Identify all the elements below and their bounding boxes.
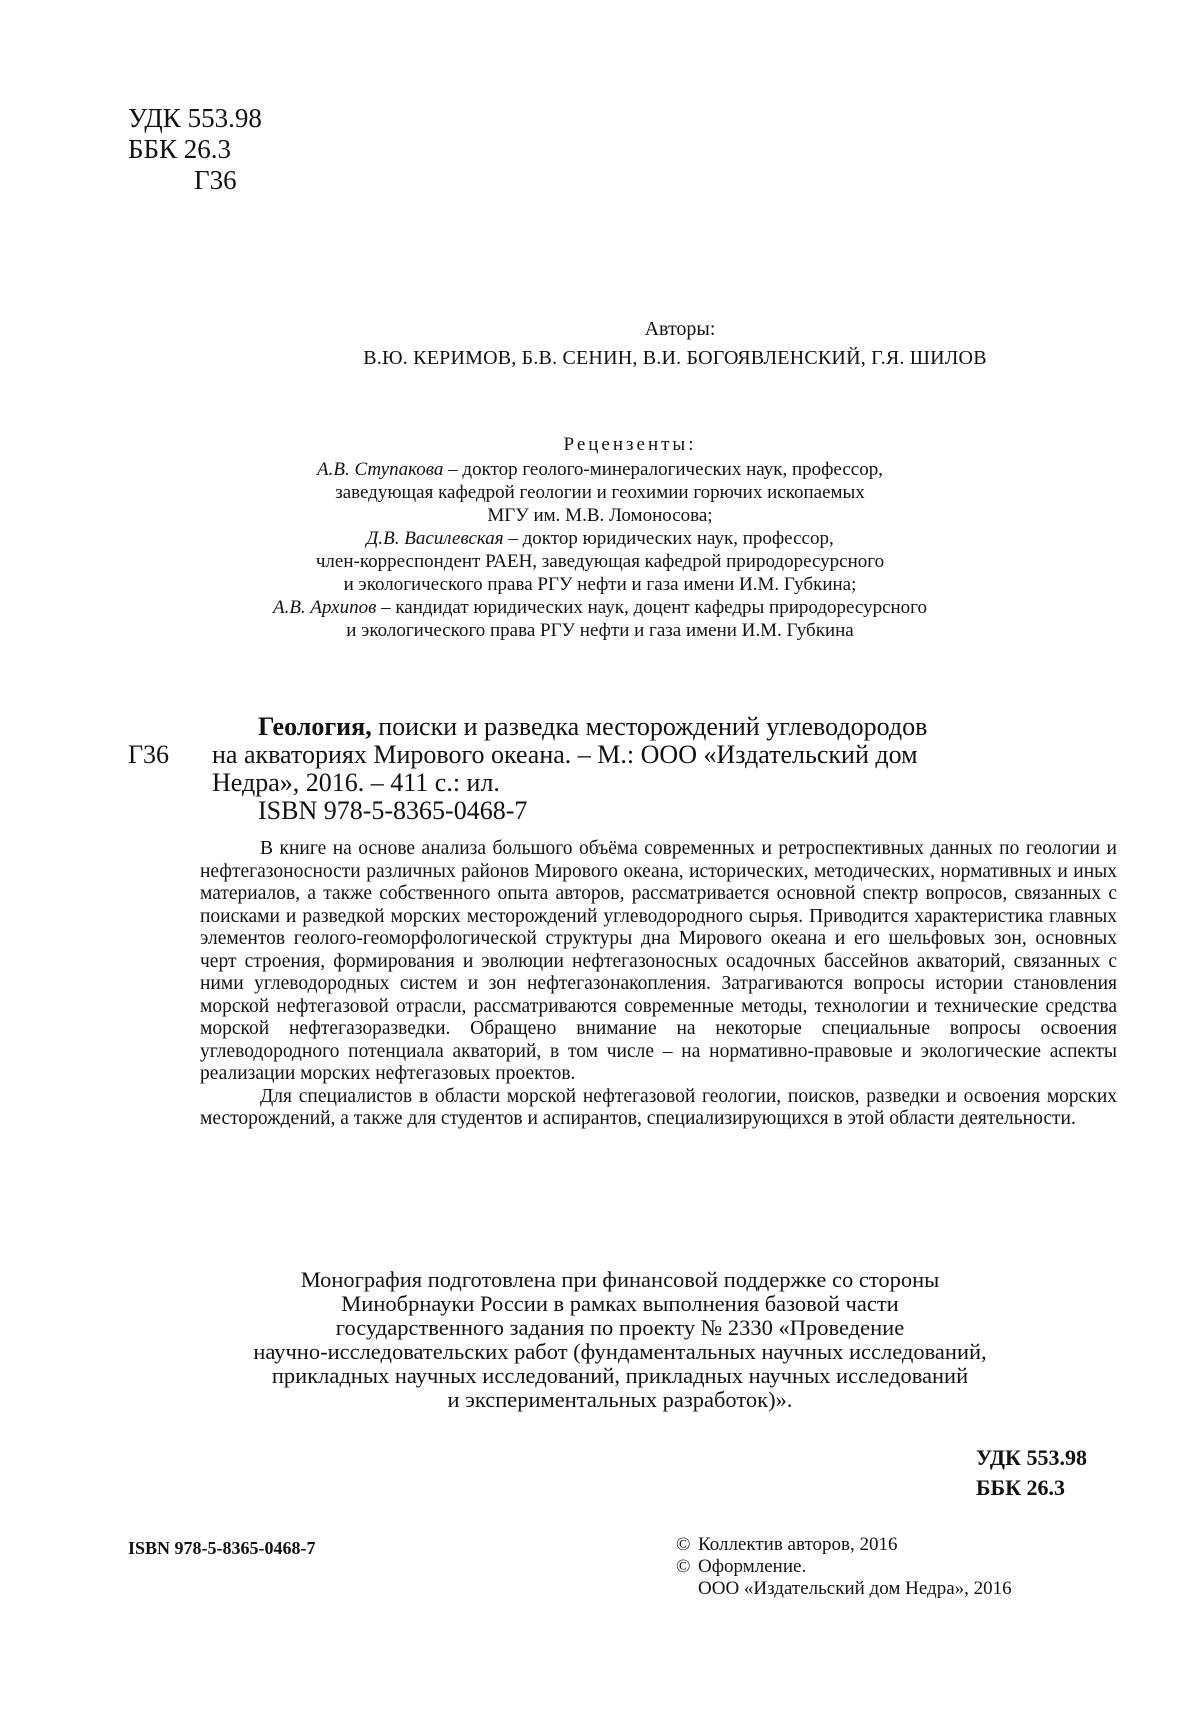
reviewer-line: – доктор геолого-минералогических наук, профессор,	[448, 459, 883, 480]
copyright-block	[676, 1534, 1012, 1600]
biblio-text-line: Недра», 2016. – 411 с.: ил.	[212, 768, 500, 797]
biblio-line-3	[128, 769, 1118, 797]
biblio-code: Г36	[128, 740, 170, 769]
biblio-isbn: ISBN 978-5-8365-0468-7	[258, 796, 528, 825]
copyright-text: ООО «Издательский дом Недра», 2016	[698, 1578, 1012, 1599]
reviewer-entry	[100, 458, 1100, 481]
reviewer-name: А.В. Архипов	[272, 597, 377, 618]
reviewer-line: – кандидат юридических наук, доцент кафедры природоресурсного	[381, 597, 928, 618]
reviewers-block	[100, 433, 1100, 642]
authors-block	[0, 318, 1200, 370]
biblio-text-line: на акваториях Мирового океана. – М.: ООО «Издательский дом	[212, 740, 918, 769]
reviewer-line: член-корреспондент РАЕН, заведующая кафедрой природоресурсного	[315, 551, 885, 572]
abstract-paragraph: В книге на основе анализа большого объёма современных и ретроспективных данных по геологии и нефтегазоносности различных районов Мирового океана, исторических, методических, нормативных и иных материалов, а также собственного опыта авторов, рассматривается основной спектр вопросов, связанных с поисками и разведкой морских месторождений углеводородного сырья. Приводится характеристика главных элементов геолого-геоморфологической структуры дна Мирового океана и его шельфовых зон, основных черт строения, формирования и эволюции нефтегазоносных осадочных бассейнов акваторий, связанных с ними углеводородных систем и зон нефтегазонакопления. Затрагиваются вопросы истории становления морской нефтегазовой отрасли, рассматриваются современные методы, технологии и технические средства морской нефтегазоразведки. Обращено внимание на некоторые специальные вопросы освоения углеводородного потенциала акваторий, в том числе – на нормативно-правовые и экологические аспекты реализации морских нефтегазовых проектов.	[200, 838, 1117, 1084]
reviewer-entry	[100, 596, 1100, 619]
authors-names: В.Ю. КЕРИМОВ, Б.В. СЕНИН, В.И. БОГОЯВЛЕНСКИЙ, Г.Я. ШИЛОВ	[363, 347, 987, 369]
udk-code: УДК 553.98	[128, 103, 262, 133]
biblio-line-1	[128, 713, 1118, 741]
copyright-line	[676, 1578, 1012, 1600]
funding-line: и экспериментальных разработок)».	[447, 1387, 793, 1412]
copyright-icon: ©	[676, 1556, 691, 1577]
funding-line: прикладных научных исследований, прикладных научных исследований	[271, 1363, 969, 1388]
copyright-text: Оформление.	[698, 1556, 807, 1577]
funding-line: государственного задания по проекту № 2330 «Проведение	[335, 1315, 905, 1340]
biblio-line-2	[128, 741, 1118, 769]
abstract	[200, 838, 1117, 1131]
bibliographic-record	[128, 713, 1118, 825]
top-classification-codes	[128, 103, 262, 196]
book-title-rest: поиски и разведка месторождений углеводородов	[371, 712, 928, 741]
copyright-icon: ©	[676, 1534, 691, 1555]
reviewer-entry	[100, 527, 1100, 550]
copyright-text: Коллектив авторов, 2016	[698, 1534, 898, 1555]
reviewer-name: Д.В. Василевская	[366, 528, 504, 549]
funding-line: Монография подготовлена при финансовой поддержке со стороны	[300, 1267, 940, 1292]
copyright-spacer	[676, 1578, 698, 1600]
biblio-line-4	[128, 797, 1118, 825]
reviewer-line: и экологического права РГУ нефти и газа имени И.М. Губкина	[346, 620, 854, 641]
funding-line: научно-исследовательских работ (фундаментальных научных исследований,	[253, 1339, 987, 1364]
author-mark: Г36	[194, 165, 237, 195]
reviewer-name: А.В. Ступакова	[317, 459, 444, 480]
footer-isbn: ISBN 978-5-8365-0468-7	[128, 1538, 316, 1558]
biblio-spacer	[128, 769, 200, 797]
authors-label: Авторы:	[644, 318, 716, 340]
reviewer-line: МГУ им. М.В. Ломоносова;	[487, 505, 713, 526]
reviewer-line: заведующая кафедрой геологии и геохимии горючих ископаемых	[335, 482, 865, 503]
reviewer-line: – доктор юридических наук, профессор,	[508, 528, 834, 549]
bottom-classification-codes	[976, 1443, 1087, 1503]
footer-bbk: ББК 26.3	[976, 1475, 1066, 1500]
abstract-paragraph: Для специалистов в области морской нефтегазовой геологии, поисков, разведки и освоения морских месторождений, а также для студентов и аспирантов, специализирующихся в этой области деятельности.	[200, 1085, 1117, 1129]
funding-note	[140, 1268, 1100, 1412]
copyright-line	[676, 1534, 1012, 1556]
footer-udk: УДК 553.98	[976, 1445, 1088, 1470]
book-title-bold: Геология,	[258, 712, 372, 741]
funding-line: Минобрнауки России в рамках выполнения базовой части	[341, 1291, 899, 1316]
reviewer-line: и экологического права РГУ нефти и газа имени И.М. Губкина;	[343, 574, 857, 595]
copyright-line	[676, 1556, 1012, 1578]
bbk-code: ББК 26.3	[128, 134, 232, 164]
reviewers-label: Рецензенты:	[563, 434, 697, 455]
